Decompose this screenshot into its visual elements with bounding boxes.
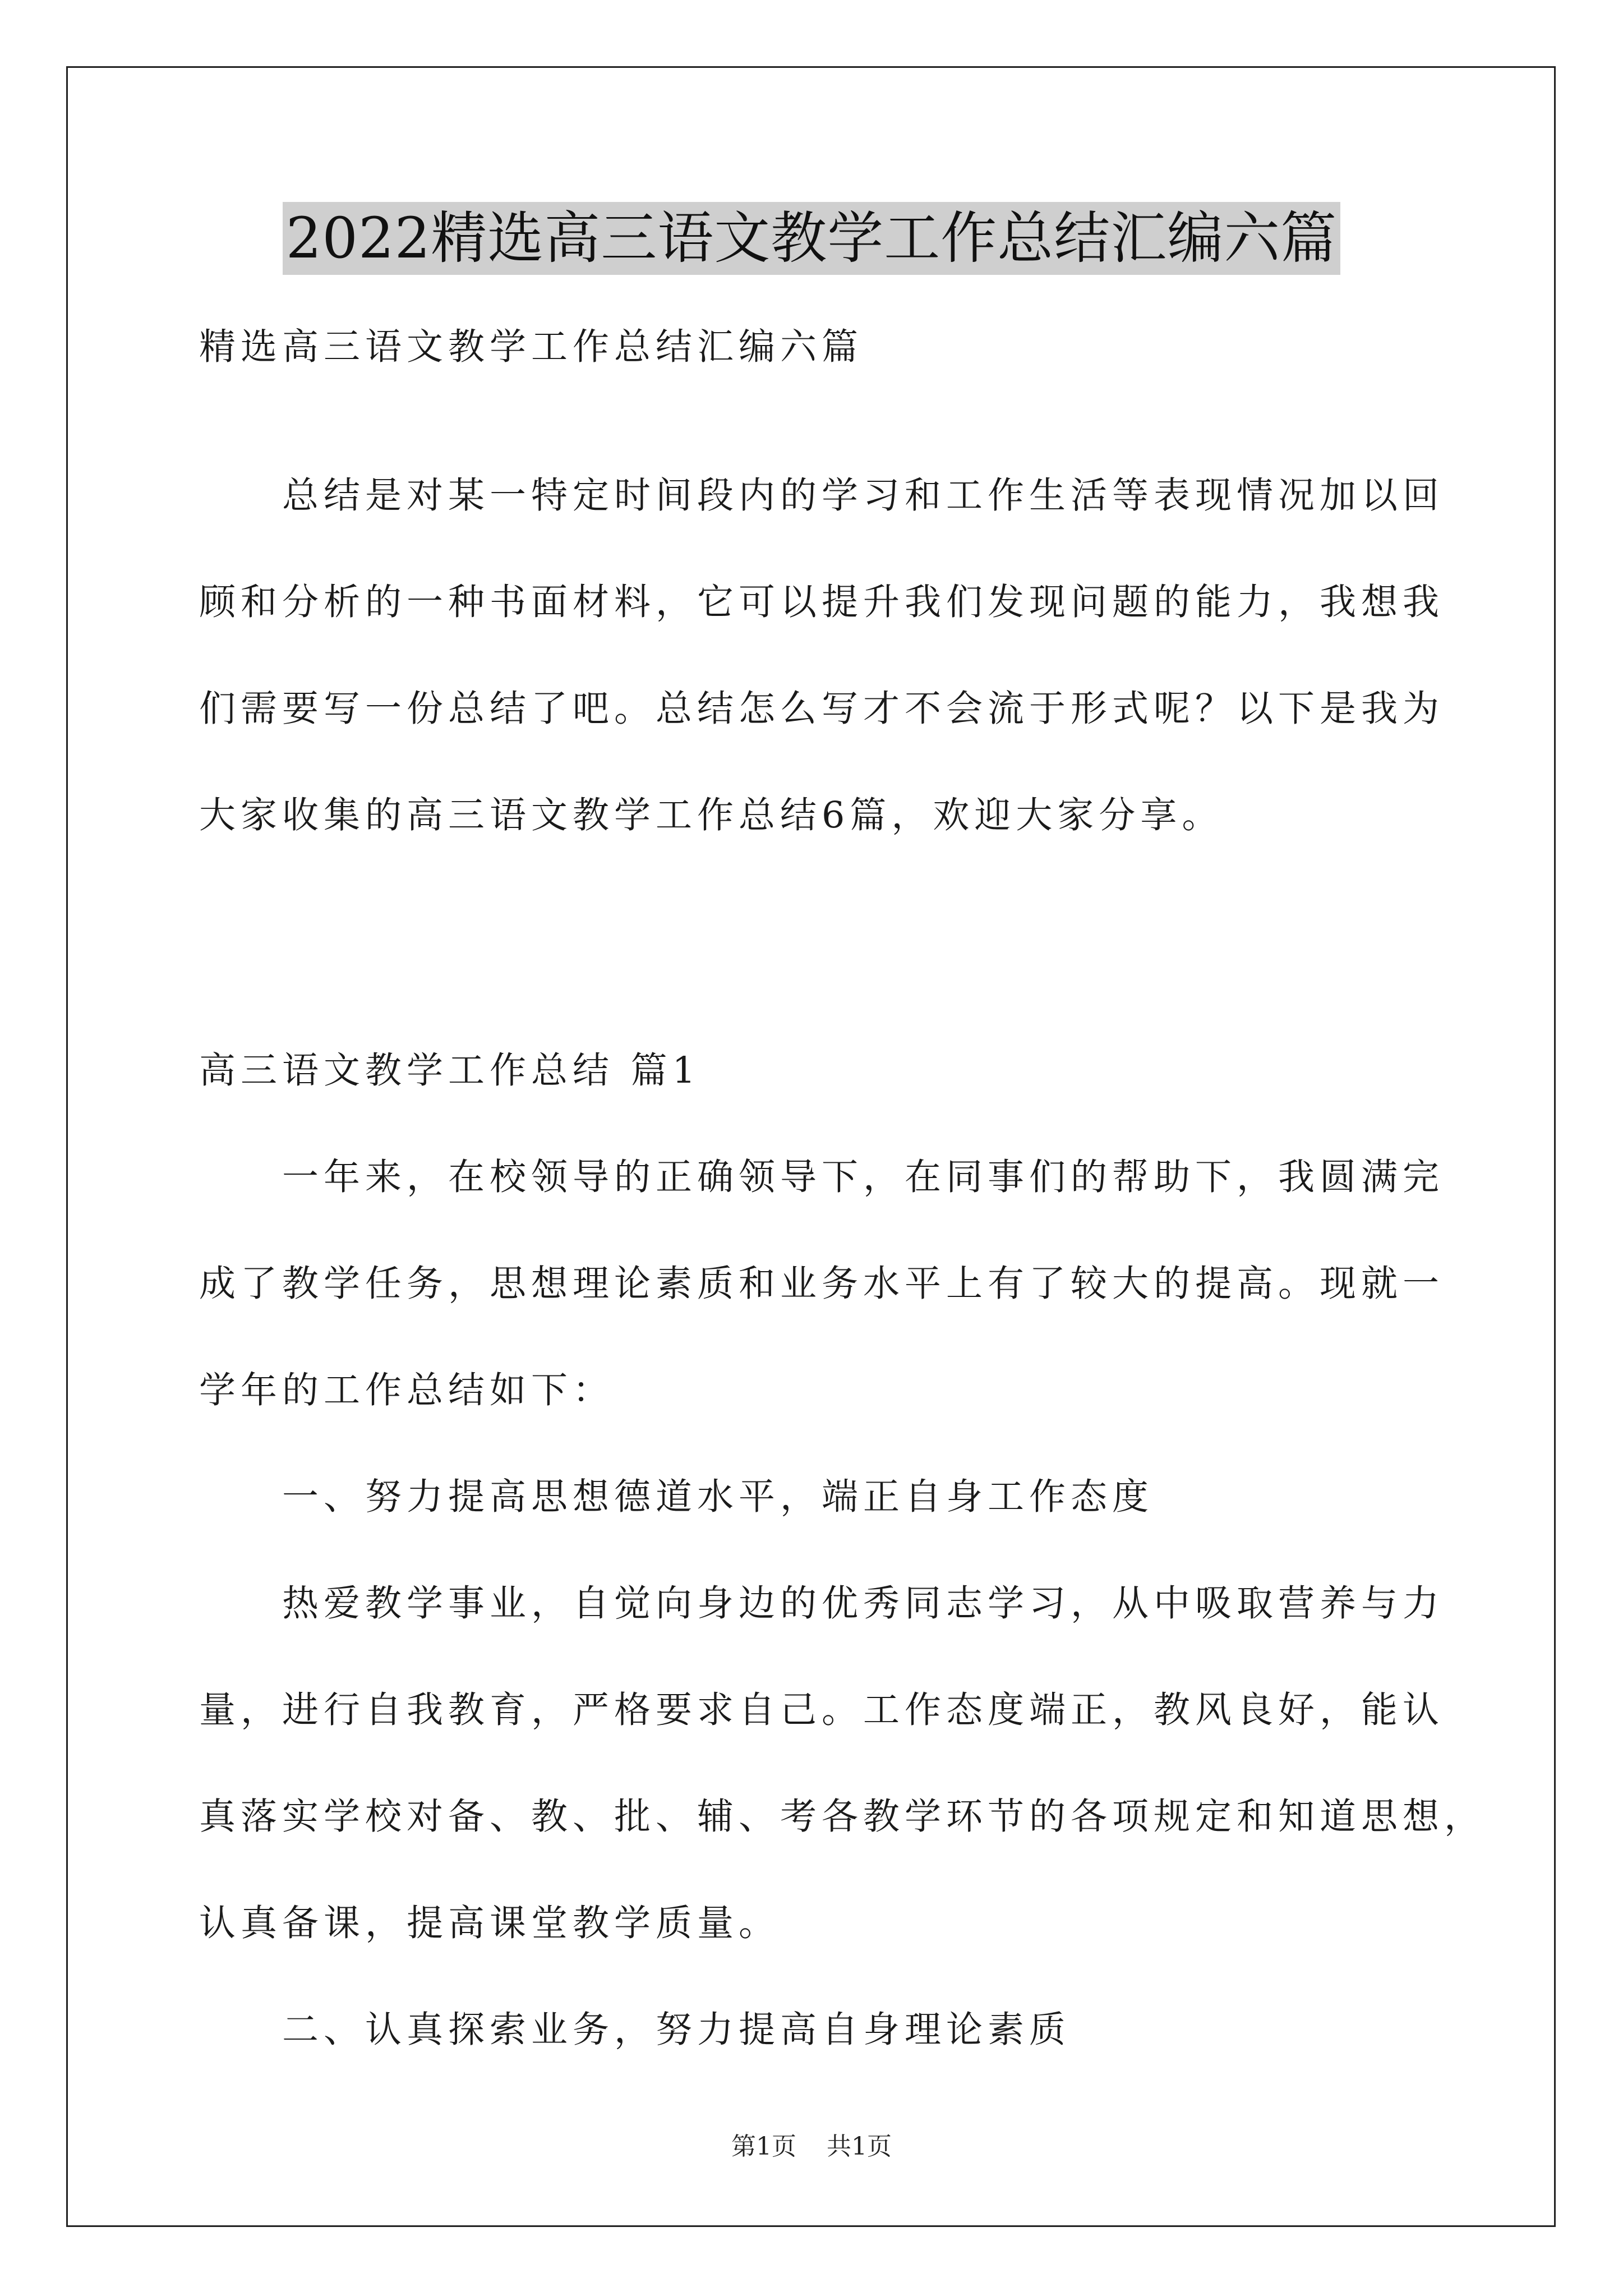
paragraph-line: 一年来，在校领导的正确领导下，在同事们的帮助下，我圆满完: [282, 1156, 1445, 1198]
subsection-heading: 一、努力提高思想德道水平，端正自身工作态度: [282, 1476, 1154, 1518]
paragraph-line: 们需要写一份总结了吧。总结怎么写才不会流于形式呢？以下是我为: [199, 688, 1445, 730]
page-footer: [0, 2126, 1623, 2162]
subsection-heading: 二、认真探索业务，努力提高自身理论素质: [282, 2009, 1071, 2051]
document-title: 2022精选高三语文教学工作总结汇编六篇: [283, 202, 1341, 275]
paragraph-line: 真落实学校对备、教、批、辅、考各教学环节的各项规定和知道思想，: [199, 1796, 1486, 1838]
paragraph-line: 认真备课，提高课堂教学质量。: [199, 1902, 781, 1944]
paragraph-line: 大家收集的高三语文教学工作总结6篇，欢迎大家分享。: [199, 794, 1224, 836]
document-subtitle: 精选高三语文教学工作总结汇编六篇: [199, 326, 864, 368]
paragraph-line: 量，进行自我教育，严格要求自己。工作态度端正，教风良好，能认: [199, 1689, 1445, 1731]
paragraph-line: 热爱教学事业，自觉向身边的优秀同志学习，从中吸取营养与力: [282, 1582, 1445, 1625]
paragraph-line: 总结是对某一特定时间段内的学习和工作生活等表现情况加以回: [282, 475, 1445, 517]
page-number: 第1页: [731, 2132, 796, 2161]
section-heading: 高三语文教学工作总结 篇1: [199, 1050, 701, 1092]
paragraph-line: 顾和分析的一种书面材料，它可以提升我们发现问题的能力，我想我: [199, 581, 1445, 623]
paragraph-line: 成了教学任务，思想理论素质和业务水平上有了较大的提高。现就一: [199, 1263, 1445, 1305]
paragraph-line: 学年的工作总结如下：: [199, 1369, 615, 1411]
title-container: [0, 202, 1623, 275]
page-total: 共1页: [827, 2132, 892, 2161]
